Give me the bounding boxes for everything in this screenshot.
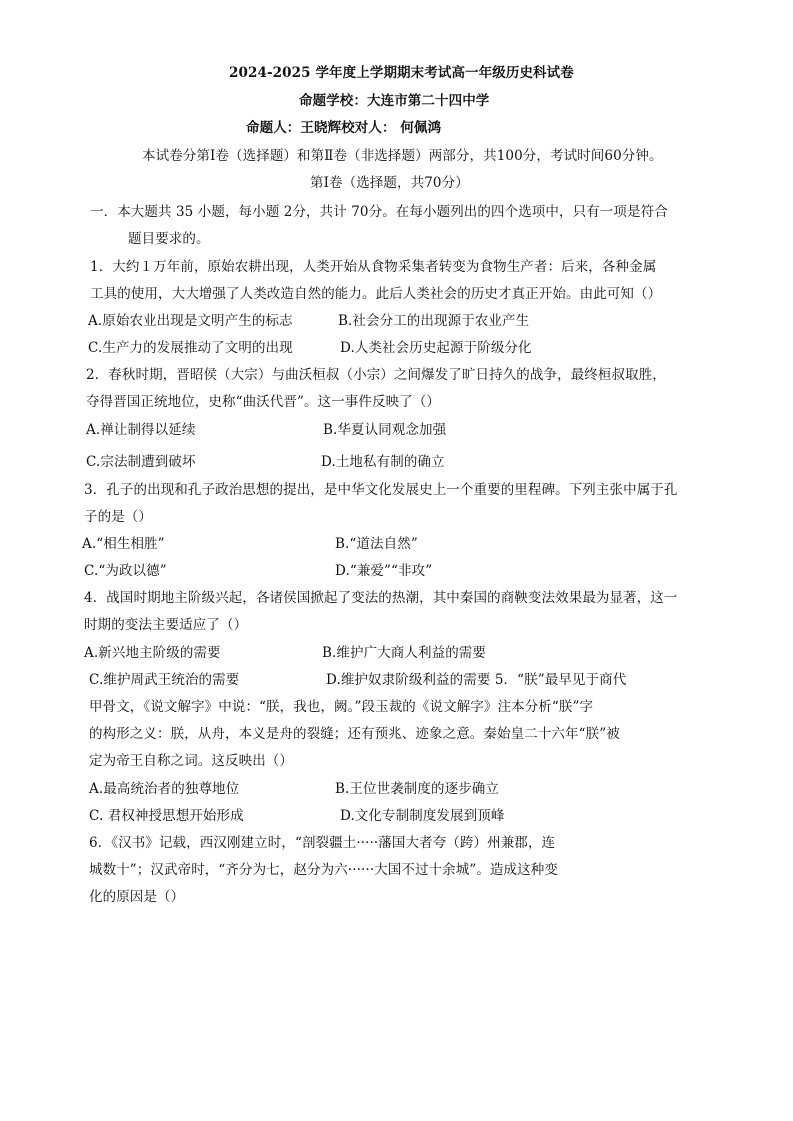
question-3-option-c: C.“为政以德” (84, 563, 167, 579)
question-1-option-a: A.原始农业出现是文明产生的标志 (88, 313, 293, 329)
question-3-option-b: B.“道法自然” (335, 536, 418, 552)
question-3-option-a: A.“相生相胜” (82, 536, 165, 552)
question-2-option-d: D.土地私有制的确立 (321, 454, 445, 470)
exam-title: 2024-2025 学年度上学期期末考试高一年级历史科试卷 (229, 65, 574, 81)
question-6-stem: 6．《汉书》记载，西汉刚建立时，“剖裂疆土·····藩国大者夸（跨）州兼郡，连 (89, 835, 556, 851)
question-5-option-d: D.文化专制制度发展到顶峰 (340, 808, 505, 824)
exam-school: 命题学校：大连市第二十四中学 (299, 93, 490, 109)
question-5-option-a: A.最高统治者的独尊地位 (89, 781, 240, 797)
section-instruction: 一．本大题共 35 小题，每小题 2分，共计 70分。在每小题列出的四个选项中，只有一项是符合 (90, 204, 668, 220)
question-1-stem-cont: 工具的使用，大大增强了人类改造自然的能力。此后人类社会的历史才真正开始。由此可知（） (90, 286, 662, 302)
question-6-stem-cont: 城数十”；汉武帝时，“齐分为七，赵分为六······大国不过十余城”。造成这种变 (89, 862, 558, 878)
question-1-option-c: C.生产力的发展推动了文明的出现 (88, 340, 293, 356)
question-4-option-b: B.维护广大商人利益的需要 (322, 645, 487, 661)
question-5-option-c: C. 君权神授思想开始形成 (89, 808, 244, 824)
question-2-stem: 2．春秋时期，晋昭侯（大宗）与曲沃桓叔（小宗）之间爆发了旷日持久的战争，最终桓叔取胜， (86, 367, 666, 383)
question-5-stem-cont-2: 的构形之义：朕，从舟，本义是舟的裂缝；还有预兆、迹象之意。秦始皇二十六年“朕”被 (89, 726, 620, 742)
question-3-stem: 3．孔子的出现和孔子政治思想的提出，是中华文化发展史上一个重要的里程碑。下列主张中属于孔 (84, 482, 678, 498)
question-1-option-b: B.社会分工的出现源于农业产生 (338, 313, 530, 329)
question-4-option-a: A.新兴地主阶级的需要 (84, 645, 221, 661)
question-5-option-b: B.王位世袭制度的逐步确立 (335, 781, 500, 797)
question-2-stem-cont: 夺得晋国正统地位，史称“曲沃代晋”。这一事件反映了（） (86, 394, 441, 410)
question-4-stem-cont: 时期的变法主要适应了（） (84, 617, 248, 633)
exam-authors: 命题人：王晓辉校对人： 何佩鸿 (246, 120, 442, 136)
question-4-option-d-and-question-5-stem: D.维护奴隶阶级利益的需要 5．“朕”最早见于商代 (326, 672, 627, 688)
question-1-option-d: D.人类社会历史起源于阶级分化 (340, 340, 532, 356)
question-3-option-d: D.“兼爱”“非攻” (335, 563, 433, 579)
question-1-stem: 1．大约１万年前，原始农耕出现，人类开始从食物采集者转变为食物生产者：后来，各种金属 (90, 259, 657, 275)
question-5-stem-cont-3: 定为帝王自称之词。这反映出（） (89, 753, 293, 769)
section-instruction-cont: 题目要求的。 (128, 231, 210, 247)
question-4-stem: 4．战国时期地主阶级兴起，各诸侯国掀起了变法的热潮，其中秦国的商鞅变法效果最为显著，这一 (84, 590, 678, 606)
question-4-option-c: C.维护周武王统治的需要 (89, 672, 240, 688)
exam-intro: 本试卷分第Ⅰ卷（选择题）和第Ⅱ卷（非选择题）两部分，共100分，考试时间60分钟。 (142, 148, 663, 164)
question-2-option-b: B.华夏认同观念加强 (323, 422, 447, 438)
part-one-heading: 第Ⅰ卷（选择题，共70分） (310, 175, 469, 191)
question-6-stem-cont-2: 化的原因是（） (89, 889, 185, 905)
question-5-stem-cont: 甲骨文，《说文解字》中说：“朕，我也，阙。”段玉裁的《说文解字》注本分析“朕”字 (89, 699, 594, 715)
question-2-option-c: C.宗法制遭到破坏 (86, 454, 196, 470)
question-3-stem-cont: 子的是（） (84, 509, 152, 525)
question-2-option-a: A.禅让制得以延续 (86, 422, 196, 438)
